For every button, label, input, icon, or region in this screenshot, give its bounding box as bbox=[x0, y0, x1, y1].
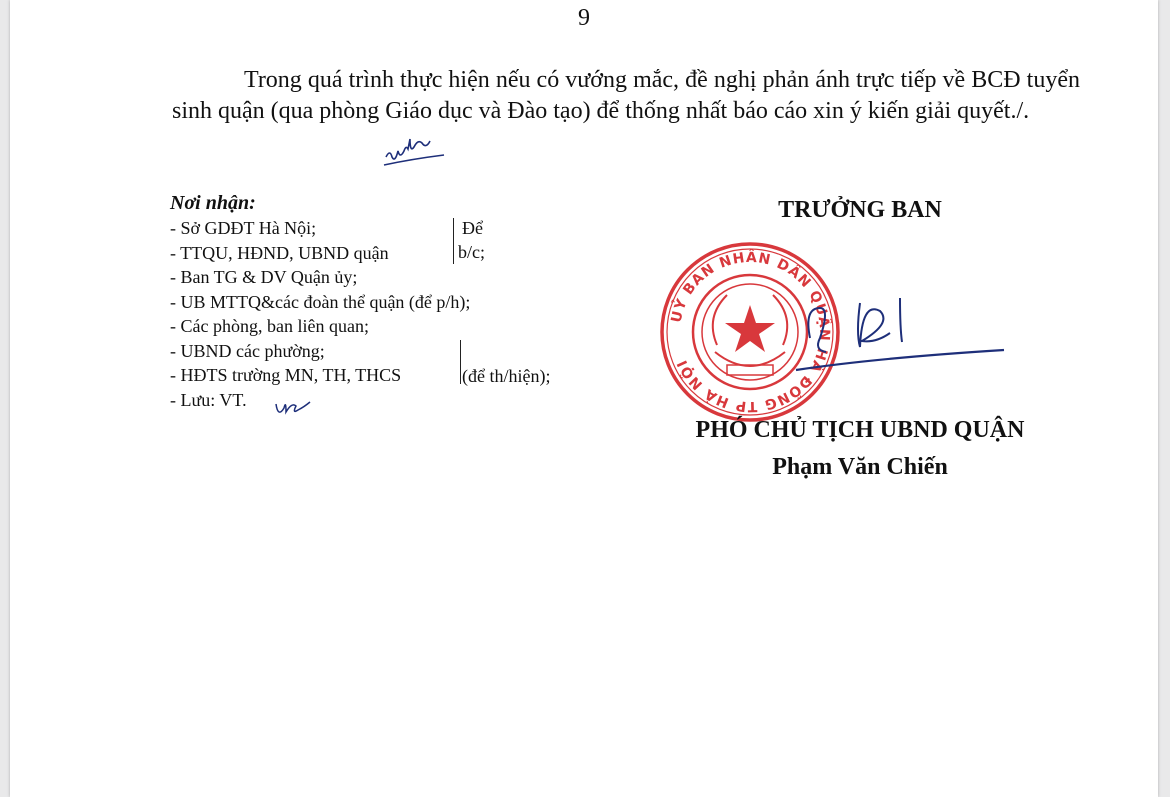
recipient-item: - Các phòng, ban liên quan; bbox=[170, 316, 369, 336]
closing-paragraph-text: Trong quá trình thực hiện nếu có vướng mắc, đề nghị phản ánh trực tiếp về BCĐ tuyển sinh quận (qua phòng Giáo dục và Đào tạo) để thống nhất báo cáo xin ý kiến giải quyết./. bbox=[172, 67, 1080, 124]
recipient-bracket bbox=[460, 340, 461, 384]
recipients-heading: Nơi nhận: bbox=[170, 192, 256, 214]
recipient-item: - HĐTS trường MN, TH, THCS bbox=[170, 365, 402, 385]
seal-text: UỶ BAN NHÂN DÂN QUẬN HÀ ĐÔNG TP HÀ NỘI bbox=[668, 249, 833, 415]
recipient-item: - UB MTTQ&các đoàn thể quận (để p/h); bbox=[170, 291, 471, 312]
handwritten-signature bbox=[790, 278, 1010, 378]
recipients-block bbox=[170, 190, 590, 412]
recipient-item: - Lưu: VT. bbox=[170, 389, 247, 410]
signer-name: Phạm Văn Chiến bbox=[772, 454, 948, 480]
handwritten-initial bbox=[272, 392, 320, 422]
recipient-item: - TTQU, HĐND, UBND quận bbox=[170, 242, 389, 263]
signer-title: TRƯỞNG BAN bbox=[778, 197, 942, 223]
recipient-bracket bbox=[453, 218, 454, 264]
handwritten-initial bbox=[380, 133, 450, 173]
bracket-label-implement: (để th/hiện); bbox=[462, 366, 551, 386]
document-page bbox=[10, 0, 1158, 797]
signer-position: PHÓ CHỦ TỊCH UBND QUẬN bbox=[695, 417, 1025, 443]
signature-block bbox=[650, 190, 1070, 500]
recipient-item: - Sở GDĐT Hà Nội; bbox=[170, 218, 317, 238]
bracket-label-line-2: b/c; bbox=[458, 242, 485, 262]
bracket-label-line-1: Để bbox=[462, 218, 483, 238]
page-number: 9 bbox=[578, 5, 590, 31]
recipient-item: - Ban TG & DV Quận ủy; bbox=[170, 267, 358, 287]
closing-paragraph bbox=[172, 65, 1080, 127]
recipient-item: - UBND các phường; bbox=[170, 340, 325, 361]
